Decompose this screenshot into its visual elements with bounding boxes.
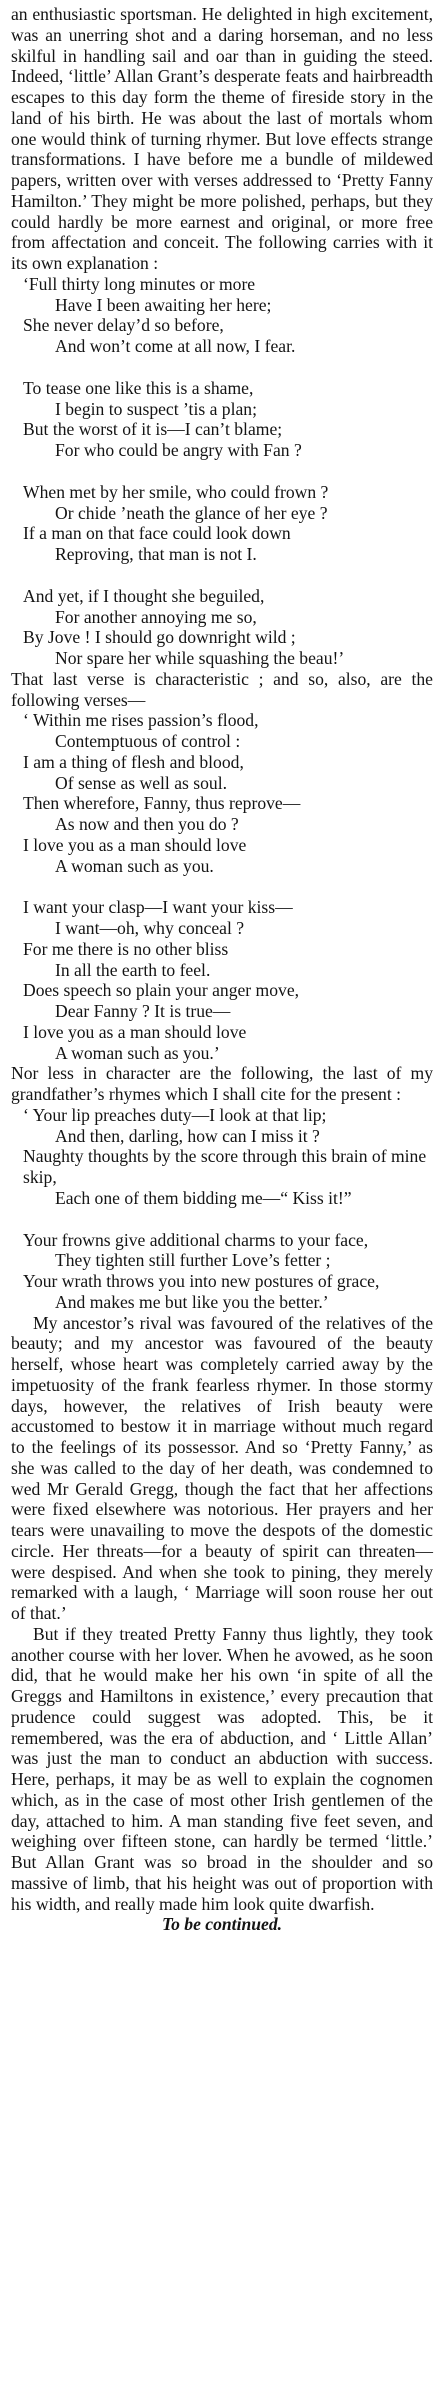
poem-line: As now and then you do ? <box>55 814 239 834</box>
poem-line: Dear Fanny ? It is true— <box>55 1001 231 1021</box>
poem-fanny-waiting <box>11 274 433 669</box>
poem-line: And makes me but like you the better.’ <box>55 1291 329 1312</box>
poem-line: For who could be angry with Fan ? <box>55 440 302 460</box>
poem-lip-preaches-duty <box>11 1105 433 1313</box>
bridge-paragraph: That last verse is characteristic ; and so, also, are the following verses— <box>11 668 433 710</box>
poem-line: ‘ Your lip preaches duty—I look at that lip; <box>23 1104 327 1125</box>
poem-line: Then wherefore, Fanny, thus reprove— <box>23 793 301 814</box>
poem-line: Your frowns give additional charms to your face, <box>23 1229 369 1250</box>
poem-line: Or chide ’neath the glance of her eye ? <box>55 502 328 523</box>
poem-line: She never delay’d so before, <box>23 315 224 336</box>
poem-line: For another annoying me so, <box>55 606 257 627</box>
poem-line: I begin to suspect ’tis a plan; <box>55 398 257 419</box>
poem-line: I want your clasp—I want your kiss— <box>23 897 293 918</box>
to-be-continued: To be continued. <box>161 1914 283 1935</box>
poem-line: And yet, if I thought she beguiled, <box>23 585 265 606</box>
poem-line: Naughty thoughts by the score through this brain of mine skip, <box>23 1146 427 1187</box>
poem-line: I love you as a man should love <box>23 834 247 855</box>
poem-passions-flood <box>11 710 433 1063</box>
poem-line: By Jove ! I should go downright wild ; <box>23 627 296 648</box>
poem-line: ‘Full thirty long minutes or more <box>23 273 256 294</box>
poem-line: Each one of them bidding me—“ Kiss it!” <box>55 1187 352 1208</box>
poem-line: If a man on that face could look down <box>23 523 291 544</box>
intro-paragraph: an enthusiastic sportsman. He delighted in high excitement, was an unerring shot and a daring horseman, and no less skilful in handling sail and oar than in guiding the steed. Indeed, ‘little’ Allan Grant’s desperate feats and hairbreadth escapes to this day form the theme of fireside story in the land of his birth. He was about the last of mortals whom one would think of turning rhymer. But love effects strange transformations. I have before me a bundle of mildewed papers, written over with verses addressed to ‘Pretty Fanny Hamilton.’ They might be more polished, perhaps, but they could hardly be more earnest and original, or more free from affectation and conceit. The following carries with it its own explanation : <box>11 4 433 273</box>
body-paragraph: My ancestor’s rival was favoured of the relatives of the beauty; and my ancestor was favoured of the beauty herself, whose heart was completely carried away by the impetuosity of the frank fearless rhymer. In those stormy days, however, the relatives of Irish beauty were accustomed to bestow it in marriage without much regard to the feelings of its possessor. And so ‘Pretty Fanny,’ as she was called to the day of her death, was condemned to wed Mr Gerald Gregg, though the fact that her affections were fixed elsewhere was notorious. Her prayers and her tears were unavailing to move the despots of the domestic circle. Her threats—for a beauty of spirit can threaten—were despised. And when she took to pining, they merely remarked with a laugh, ‘ Marriage will soon rouse her out of that.’ <box>11 1312 433 1623</box>
poem-line: ‘ Within me rises passion’s flood, <box>23 710 259 731</box>
poem-line: I am a thing of flesh and blood, <box>23 751 244 772</box>
stanza-gap <box>11 876 433 897</box>
poem-line: A woman such as you.’ <box>55 1042 220 1063</box>
bridge-paragraph: Nor less in character are the following, the last of my grandfather’s rhymes which I shall cite for the present : <box>11 1063 433 1104</box>
stanza-gap <box>11 565 433 586</box>
poem-line: A woman such as you. <box>55 855 214 876</box>
poem-line: Contemptuous of control : <box>55 731 241 751</box>
poem-line: Reproving, that man is not I. <box>55 544 257 564</box>
poem-line: When met by her smile, who could frown ? <box>23 481 329 502</box>
poem-line: Nor spare her while squashing the beau!’ <box>55 648 345 668</box>
body-paragraph: But if they treated Pretty Fanny thus lightly, they took another course with her lover. When he avowed, as he soon did, that he would make her his own ‘in spite of all the Greggs and Hamiltons in existence,’ every precaution that prudence could suggest was adopted. This, be it remembered, was the era of abduction, and ‘ Little Allan’ was just the man to conduct an abduction with success. Here, perhaps, it may be as well to explain the cognomen which, as in the case of most other Irish gentlemen of the day, attached to him. A man standing five feet seven, and weighing over fifteen stone, can hardly be termed ‘little.’ But Allan Grant was so broad in the shoulder and so massive of limb, that his height was out of proportion with his width, and really made him look quite dwarfish. <box>11 1623 433 1914</box>
stanza-gap <box>11 357 433 378</box>
poem-line: I want—oh, why conceal ? <box>55 918 245 938</box>
poem-line: For me there is no other bliss <box>23 938 229 959</box>
poem-line: They tighten still further Love’s fetter ; <box>55 1250 331 1271</box>
poem-line: And won’t come at all now, I fear. <box>55 336 296 356</box>
stanza-gap <box>11 461 433 482</box>
poem-line: And then, darling, how can I miss it ? <box>55 1125 320 1146</box>
poem-line: Your wrath throws you into new postures of grace, <box>23 1271 380 1291</box>
stanza-gap <box>11 1209 433 1230</box>
poem-line: To tease one like this is a shame, <box>23 377 254 398</box>
poem-line: But the worst of it is—I can’t blame; <box>23 419 283 440</box>
poem-line: I love you as a man should love <box>23 1021 247 1042</box>
poem-line: Have I been awaiting her here; <box>55 294 272 315</box>
poem-line: In all the earth to feel. <box>55 959 211 980</box>
poem-line: Of sense as well as soul. <box>55 772 227 793</box>
poem-line: Does speech so plain your anger move, <box>23 980 300 1001</box>
